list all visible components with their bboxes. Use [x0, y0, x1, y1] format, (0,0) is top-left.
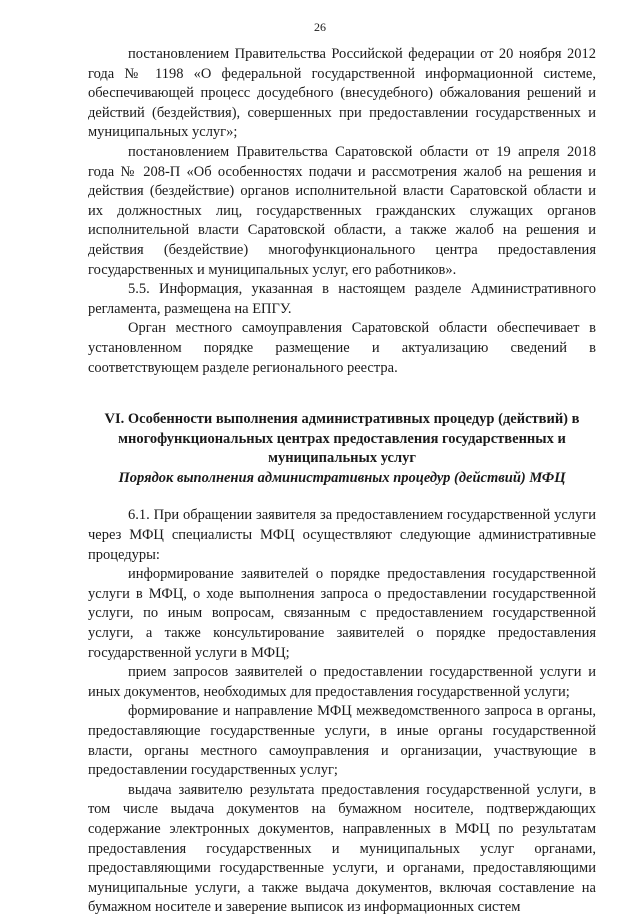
- section-heading-vi: VI. Особенности выполнения административных процедур (действий) в многофункциональных центрах предоставления государственных и муниципальных услуг: [104, 411, 580, 467]
- document-body: [88, 45, 596, 918]
- page-number: 26: [314, 20, 326, 34]
- sub-heading-mfc-procedures: Порядок выполнения административных процедур (действий) МФЦ: [118, 469, 566, 486]
- paragraph-5-5: 5.5. Информация, указанная в настоящем разделе Административного регламента, размещена на ЕПГУ.: [88, 281, 596, 317]
- paragraph-result-issuance: выдача заявителю результата предоставления государственной услуги, в том числе выдача документов на бумажном носителе, подтверждающих содержание электронных документов, направленных в МФЦ по результатам предоставления государственных и муниципальных услуг органами, предоставляющими государственные услуги, и органами, предоставляющими муниципальные услуги, а также выдача документов, включая составление на бумажном носителе и заверение выписок из информационных систем: [88, 781, 596, 916]
- paragraph-local-authority: Орган местного самоуправления Саратовской области обеспечивает в установленном порядке размещение и актуализацию сведений в соответствующем разделе регионального реестра.: [88, 320, 596, 376]
- paragraph-saratov-decree: постановлением Правительства Саратовской области от 19 апреля 2018 года № 208-П «Об особенностях подачи и рассмотрения жалоб на решения и действия (бездействие) органов исполнительной власти Саратовской области и их должностных лиц, государственных гражданских служащих органов исполнительной власти Саратовской области, а также жалоб на решения и действия (бездействие) многофункционального центра предоставления государственных и муниципальных услуг, его работников».: [88, 143, 596, 278]
- paragraph-reception: прием запросов заявителей о предоставлении государственной услуги и иных документов, необходимых для предоставления государственной услуги;: [88, 664, 596, 700]
- paragraph-interagency-request: формирование и направление МФЦ межведомственного запроса в органы, предоставляющие государственные услуги, в иные органы государственной власти, органы местного самоуправления и организации, участвующие в предоставлении государственных услуг;: [88, 703, 596, 779]
- paragraph-informing: информирование заявителей о порядке предоставления государственной услуги в МФЦ, о ходе выполнения запроса о предоставлении государственной услуги, по иным вопросам, связанным с предоставлением государственной услуги, а также консультирование заявителей о порядке предоставления государственной услуги в МФЦ;: [88, 566, 596, 661]
- paragraph-6-1: 6.1. При обращении заявителя за предоставлением государственной услуги через МФЦ специалисты МФЦ осуществляют следующие административные процедуры:: [88, 507, 596, 563]
- paragraph-federal-decree: постановлением Правительства Российской федерации от 20 ноября 2012 года № 1198 «О федеральной государственной информационной системе, обеспечивающей процесс досудебного (внесудебного) обжалования решений и действий (бездействия), совершенных при предоставлении государственных и муниципальных услуг»;: [88, 46, 596, 141]
